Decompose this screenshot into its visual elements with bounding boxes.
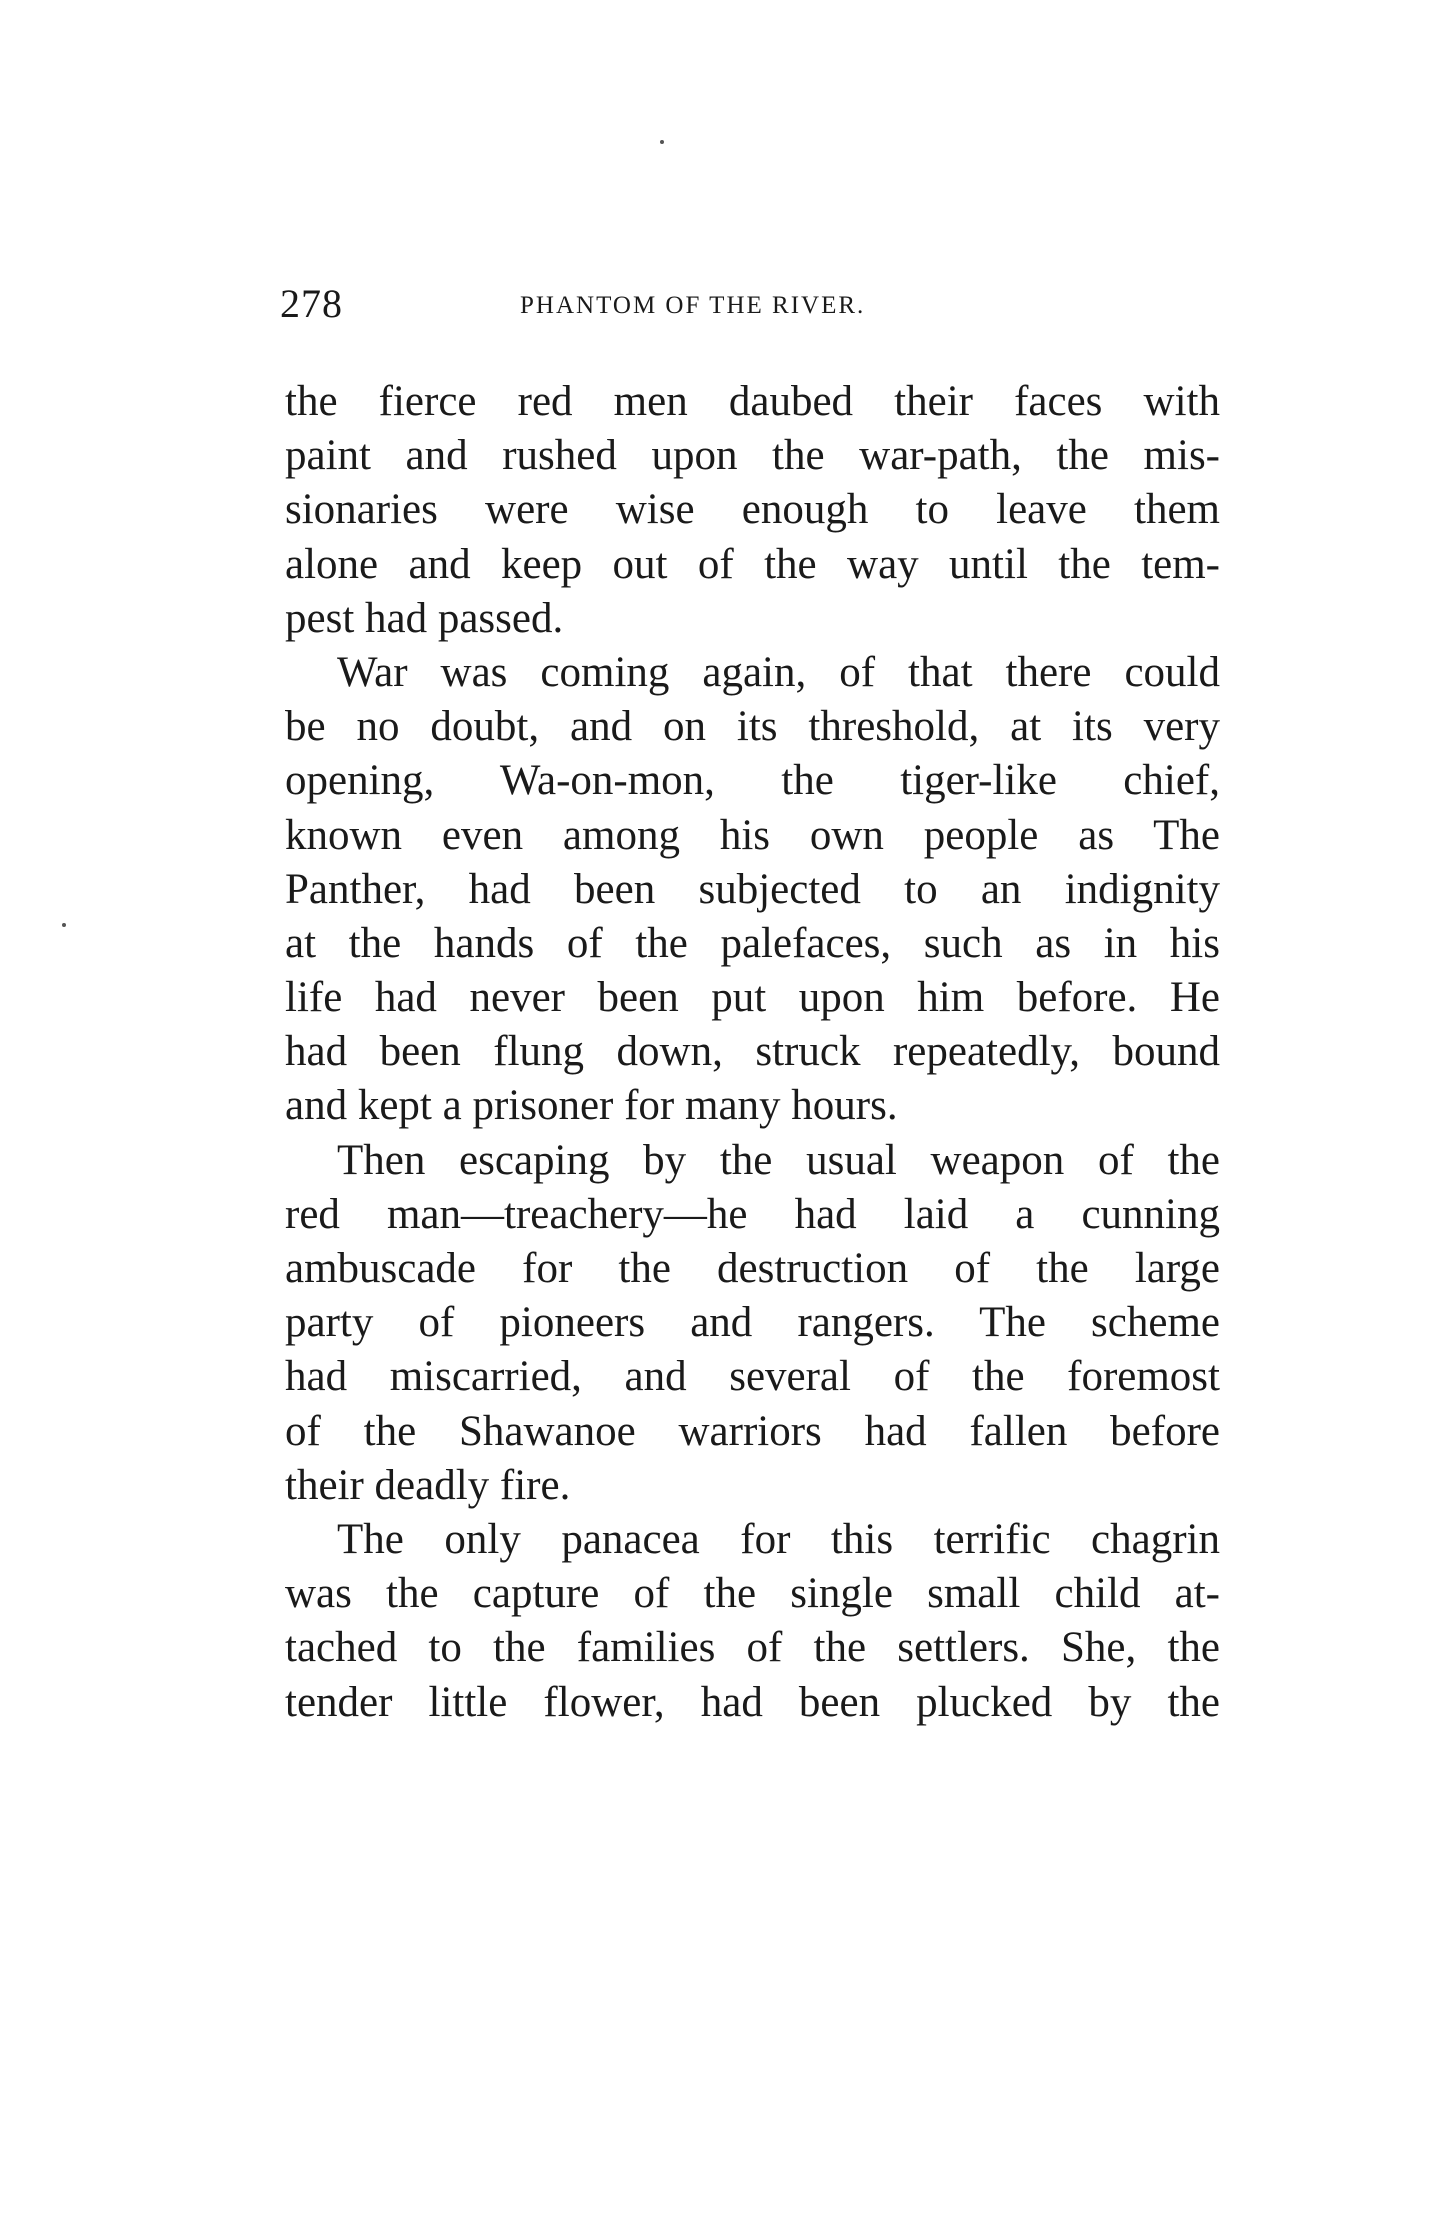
- text-line: sionaries were wise enough to leave them: [285, 486, 1220, 534]
- text-line: tached to the families of the settlers. She, the: [285, 1624, 1220, 1672]
- page-header: [280, 280, 1220, 340]
- text-line: ambuscade for the destruction of the large: [285, 1245, 1220, 1292]
- text-line: Then escaping by the usual weapon of the: [337, 1136, 1220, 1184]
- text-line: paint and rushed upon the war-path, the mis-: [285, 432, 1220, 480]
- text-line: was the capture of the single small child at-: [285, 1570, 1220, 1618]
- page-number: 278: [280, 281, 343, 326]
- text-line: alone and keep out of the way until the tem-: [285, 540, 1220, 588]
- scan-speck: [62, 923, 66, 927]
- running-head: PHANTOM OF THE RIVER.: [520, 292, 866, 319]
- text-line: their deadly fire.: [285, 1461, 571, 1509]
- text-line: be no doubt, and on its threshold, at its very: [285, 703, 1220, 751]
- text-line: of the Shawanoe warriors had fallen before: [285, 1407, 1220, 1455]
- text-line: opening, Wa-on-mon, the tiger-like chief,: [285, 757, 1220, 805]
- text-line: at the hands of the palefaces, such as in his: [285, 919, 1220, 967]
- text-line: and kept a prisoner for many hours.: [285, 1082, 898, 1130]
- text-line: War was coming again, of that there could: [337, 648, 1220, 696]
- text-line: known even among his own people as The: [285, 811, 1220, 859]
- text-line: Panther, had been subjected to an indignity: [285, 865, 1220, 913]
- text-line: pest had passed.: [285, 594, 564, 642]
- text-line: party of pioneers and rangers. The scheme: [285, 1299, 1220, 1347]
- text-line: had been flung down, struck repeatedly, bound: [285, 1028, 1220, 1076]
- text-line: had miscarried, and several of the foremost: [285, 1353, 1220, 1401]
- text-line: life had never been put upon him before. He: [285, 974, 1220, 1022]
- body-text: [285, 375, 1220, 1730]
- text-line: red man—treachery—he had laid a cunning: [285, 1190, 1220, 1238]
- text-line: the fierce red men daubed their faces with: [285, 378, 1220, 425]
- scan-speck: [660, 140, 664, 144]
- text-line: The only panacea for this terrific chagrin: [337, 1515, 1220, 1563]
- text-line: tender little flower, had been plucked by the: [285, 1678, 1220, 1726]
